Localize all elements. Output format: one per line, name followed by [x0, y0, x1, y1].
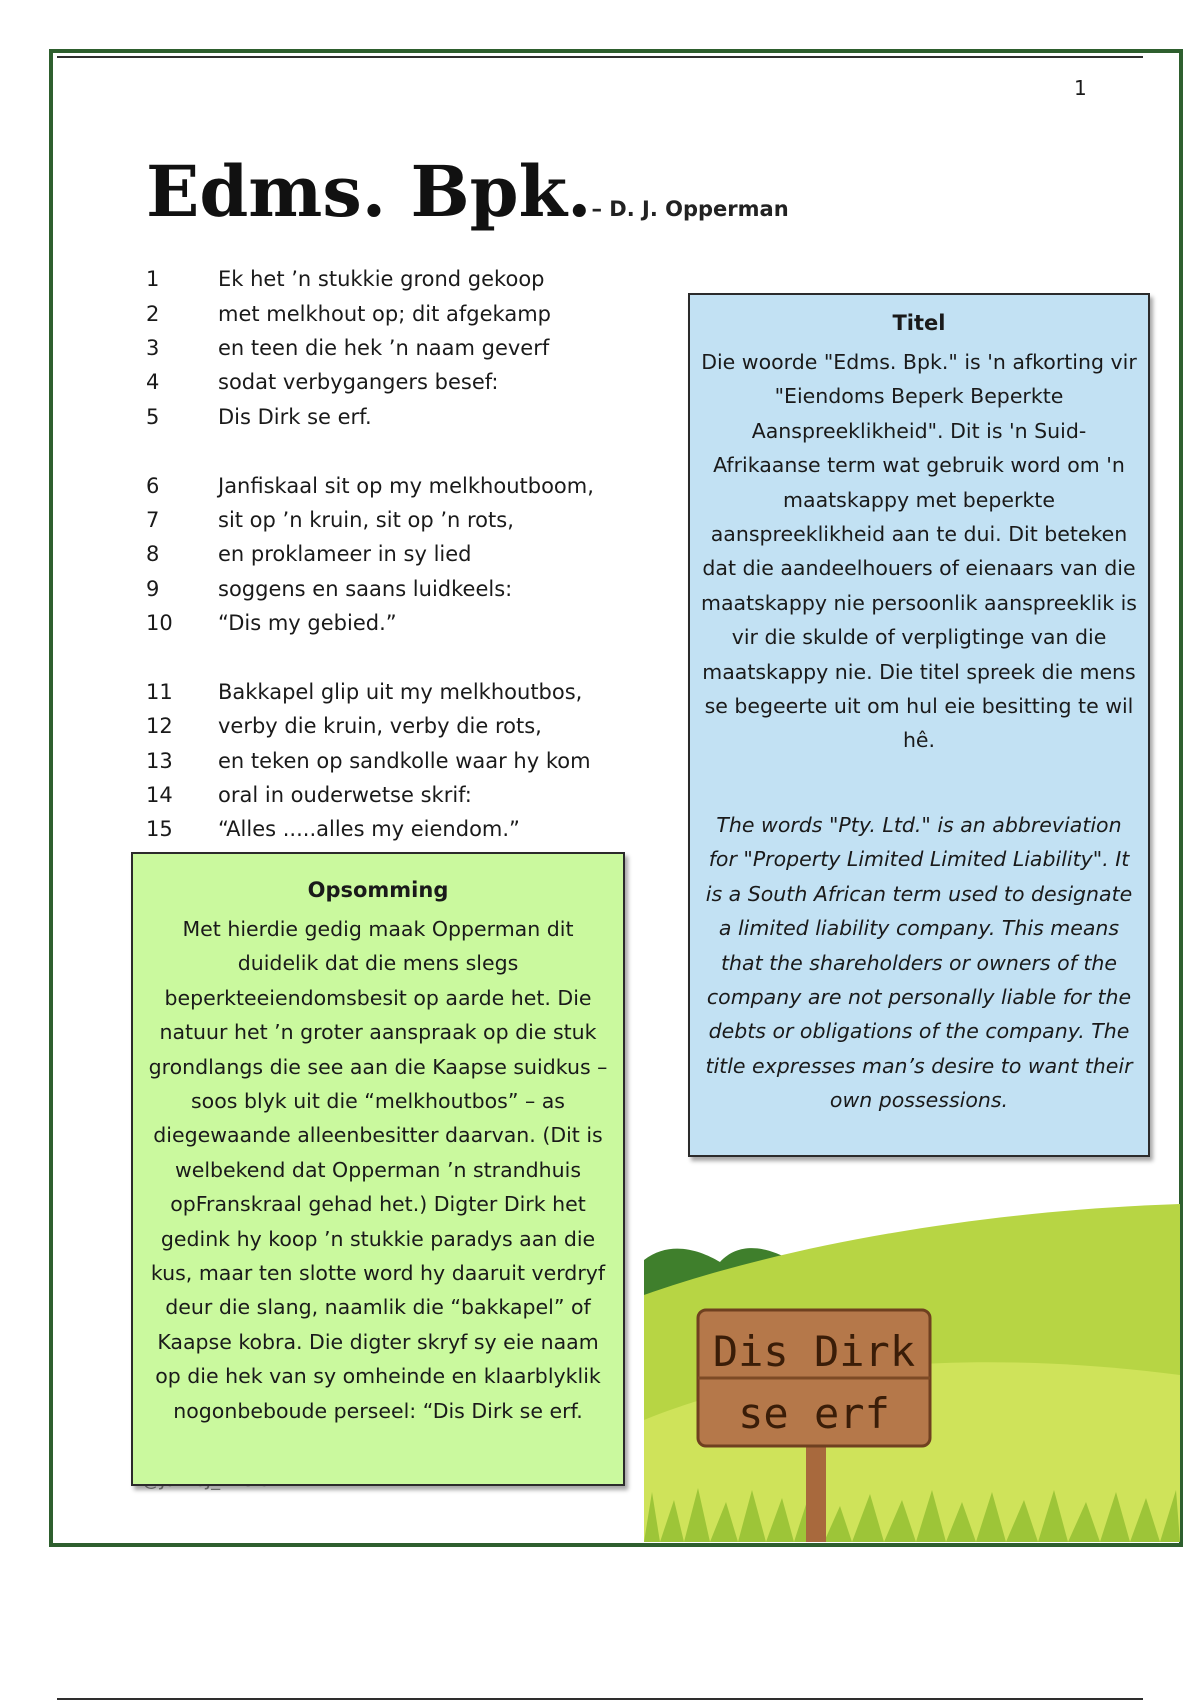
- poem-line: [146, 675, 666, 709]
- line-number: 14: [146, 783, 173, 808]
- stanza-gap: [146, 640, 666, 674]
- line-number: 2: [146, 301, 160, 326]
- line-number: 11: [146, 679, 173, 704]
- poem-line: [146, 296, 666, 330]
- poem-line: [146, 537, 666, 571]
- poem-line: [146, 503, 666, 537]
- line-number: 9: [146, 576, 160, 601]
- stanza-gap: [146, 434, 666, 468]
- titel-box: [688, 293, 1150, 1157]
- line-text: “Dis my gebied.”: [218, 611, 397, 636]
- stanza: [146, 262, 666, 434]
- titel-afrikaans-text: Die woorde "Edms. Bpk." is 'n afkorting vir "Eiendoms Beperk Beperkte Aanspreeklikheid". Dit is 'n Suid-Afrikaanse term wat gebruik word om 'n maatskappy met beperkte aanspreeklikheid aan te dui. Dit beteken dat die aandeelhouers of eienaars van die maatskappy nie persoonlik aanspreeklik is vir die skulde of verpligtinge van die maatskappy nie. Die titel spreek die mens se begeerte uit om hul eie besitting te wil hê.: [700, 350, 1137, 753]
- line-text: Dis Dirk se erf.: [218, 404, 372, 429]
- line-number: 10: [146, 611, 173, 636]
- opsomming-heading: Opsomming: [307, 878, 449, 902]
- line-number: 5: [146, 404, 160, 429]
- poem-line: [146, 709, 666, 743]
- opsomming-box: [131, 852, 625, 1486]
- poem-line: [146, 262, 666, 296]
- line-number: 8: [146, 542, 160, 567]
- page-number: 1: [1074, 76, 1087, 100]
- line-text: oral in ouderwetse skrif:: [218, 783, 472, 808]
- title-row: [146, 150, 789, 233]
- line-number: 1: [146, 267, 160, 292]
- line-text: Bakkapel glip uit my melkhoutbos,: [218, 679, 583, 704]
- line-text: en proklameer in sy lied: [218, 542, 472, 567]
- line-text: Janfiskaal sit op my melkhoutboom,: [218, 473, 594, 498]
- poem-line: [146, 365, 666, 399]
- line-number: 15: [146, 817, 173, 842]
- poem-line: [146, 743, 666, 777]
- poem-title: Edms. Bpk.: [146, 150, 592, 233]
- line-text: Ek het ’n stukkie grond gekoop: [218, 267, 545, 292]
- poem: [146, 262, 666, 847]
- poem-line: [146, 468, 666, 502]
- sign-text-line-2: se erf: [738, 1389, 890, 1438]
- opsomming-text: Met hierdie gedig maak Opperman dit duidelik dat die mens slegs beperkteeiendomsbesit op aarde het. Die natuur het ’n groter aanspraak op die stuk grondlangs die see aan die Kaapse suidkus – soos blyk uit die “melkhoutbos” – as diegewaande alleenbesitter daarvan. (Dit is welbekend dat Opperman ’n strandhuis opFranskraal gehad het.) Digter Dirk het gedink hy koop ’n stukkie paradys aan die kus, maar ten slotte word hy daaruit verdryf deur die slang, naamlik die “bakkapel” of Kaapse kobra. Die digter skryf sy eie naam op die hek van sy omheinde en klaarblyklik nogonbeboude perseel: “Dis Dirk se erf.: [148, 917, 608, 1423]
- line-text: soggens en saans luidkeels:: [218, 576, 513, 601]
- poem-line: [146, 812, 666, 846]
- line-number: 12: [146, 714, 173, 739]
- sign-text-line-1: Dis Dirk: [712, 1327, 916, 1376]
- poem-line: [146, 606, 666, 640]
- line-text: “Alles .....alles my eiendom.”: [218, 817, 520, 842]
- line-number: 3: [146, 335, 160, 360]
- line-text: sodat verbygangers besef:: [218, 370, 499, 395]
- poem-line: [146, 400, 666, 434]
- line-number: 4: [146, 370, 160, 395]
- poem-line: [146, 331, 666, 365]
- line-text: met melkhout op; dit afgekamp: [218, 301, 551, 326]
- line-text: en teken op sandkolle waar hy kom: [218, 748, 591, 773]
- line-number: 13: [146, 748, 173, 773]
- titel-heading: Titel: [892, 311, 946, 335]
- titel-english-text: The words "Pty. Ltd." is an abbreviation for "Property Limited Limited Liability". It is a South African term used to designate a limited liability company. This means that the shareholders or owners of the company are not personally liable for the debts or obligations of the company. The title expresses man’s desire to want their own possessions.: [705, 812, 1133, 1113]
- line-text: verby die kruin, verby die rots,: [218, 714, 542, 739]
- line-text: sit op ’n kruin, sit op ’n rots,: [218, 507, 514, 532]
- poem-author: – D. J. Opperman: [591, 197, 789, 221]
- poem-line: [146, 572, 666, 606]
- meadow-sign-illustration: [640, 1200, 1180, 1542]
- line-number: 6: [146, 473, 160, 498]
- top-rule: [57, 56, 1143, 58]
- line-text: en teen die hek ’n naam geverf: [218, 335, 550, 360]
- line-number: 7: [146, 507, 160, 532]
- stanza: [146, 675, 666, 847]
- stanza: [146, 468, 666, 640]
- poem-line: [146, 778, 666, 812]
